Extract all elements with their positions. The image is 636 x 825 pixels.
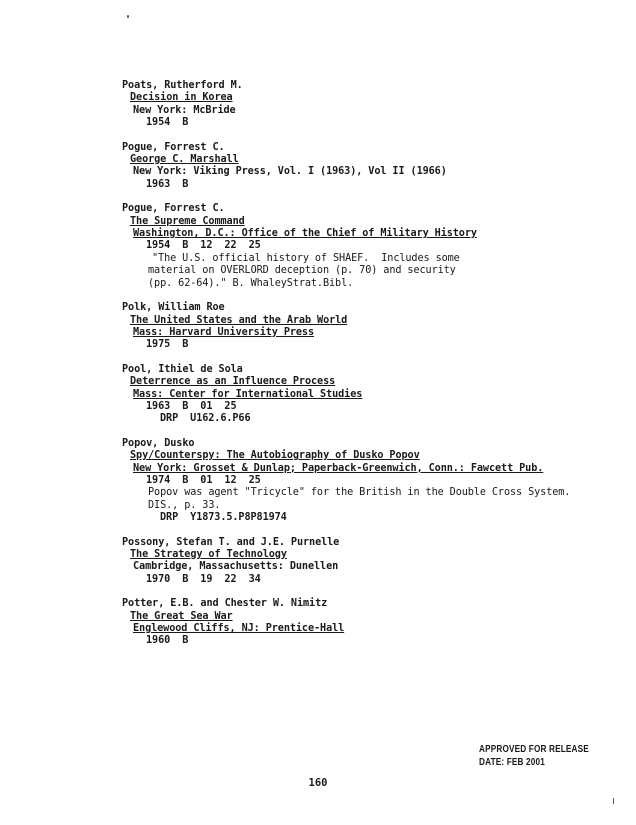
entry-author: Pogue, Forrest C. (122, 141, 225, 153)
entry-title: The Supreme Command (130, 215, 245, 227)
bibliography-entry (122, 598, 622, 648)
entry-meta: 1954 B (146, 117, 189, 129)
entry-publisher: Washington, D.C.: Office of the Chief of Military History (133, 228, 477, 240)
bibliography-entry (122, 364, 622, 426)
entry-author: Pool, Ithiel de Sola (122, 363, 243, 375)
bibliography-entry (122, 203, 622, 290)
entry-author: Polk, William Roe (122, 302, 225, 314)
entry-author: Poats, Rutherford M. (122, 80, 243, 91)
entry-note: "The U.S. official history of SHAEF. Includes some (152, 252, 460, 264)
scan-speck (127, 15, 129, 18)
entry-note: (pp. 62-64)." B. WhaleyStrat.Bibl. (148, 277, 354, 289)
release-stamp (479, 743, 589, 769)
entry-call-number: DRP U162.6.P66 (160, 413, 251, 425)
entry-note: Popov was agent "Tricycle" for the British in the Double Cross System. (148, 487, 571, 499)
entry-call-number: DRP Y1873.5.P8P81974 (160, 512, 287, 524)
entry-note: DIS., p. 33. (148, 499, 221, 511)
entry-publisher: Mass: Center for International Studies (133, 388, 363, 400)
entry-publisher: New York: Viking Press, Vol. I (1963), Vol II (1966) (133, 166, 447, 178)
entry-title: George C. Marshall (130, 154, 239, 166)
entry-publisher: Mass: Harvard University Press (133, 326, 315, 338)
entry-publisher: Englewood Cliffs, NJ: Prentice-Hall (133, 623, 345, 635)
entry-title: The Strategy of Technology (130, 549, 287, 560)
entry-meta: 1970 B 19 22 34 (146, 573, 261, 585)
entry-author: Possony, Stefan T. and J.E. Purnelle (122, 536, 340, 548)
release-stamp-line1: APPROVED FOR RELEASE (479, 744, 589, 755)
entry-meta: 1975 B (146, 339, 189, 351)
entry-title: The Great Sea War (130, 610, 233, 622)
entry-note: material on OVERLORD deception (p. 70) and security (148, 265, 456, 277)
entry-publisher: New York: Grosset & Dunlap; Paperback-Greenwich, Conn.: Fawcett Pub. (133, 462, 544, 474)
release-stamp-line2: DATE: FEB 2001 (479, 757, 545, 768)
bibliography-entry (122, 302, 622, 352)
bibliography-entry (122, 537, 622, 587)
entry-title: Decision in Korea (130, 92, 233, 104)
scan-speck (613, 798, 614, 804)
entry-meta: 1963 B 01 25 (146, 400, 237, 412)
entry-meta: 1954 B 12 22 25 (146, 240, 261, 252)
entry-meta: 1960 B (146, 635, 189, 647)
entry-author: Pogue, Forrest C. (122, 203, 225, 215)
bibliography-entry (122, 438, 622, 525)
entry-meta: 1974 B 01 12 25 (146, 474, 261, 486)
entry-author: Popov, Dusko (122, 437, 195, 449)
entry-meta: 1963 B (146, 178, 189, 190)
bibliography-entry (122, 80, 622, 130)
bibliography-entry (122, 142, 622, 192)
entry-publisher: New York: McBride (133, 104, 236, 116)
bibliography-list (122, 80, 622, 660)
entry-title: The United States and the Arab World (130, 314, 348, 326)
entry-author: Potter, E.B. and Chester W. Nimitz (122, 598, 328, 610)
entry-title: Spy/Counterspy: The Autobiography of Dusko Popov (130, 450, 420, 462)
entry-title: Deterrence as an Influence Process (130, 376, 336, 388)
page-number: 160 (308, 777, 328, 789)
entry-publisher: Cambridge, Massachusetts: Dunellen (133, 561, 339, 573)
